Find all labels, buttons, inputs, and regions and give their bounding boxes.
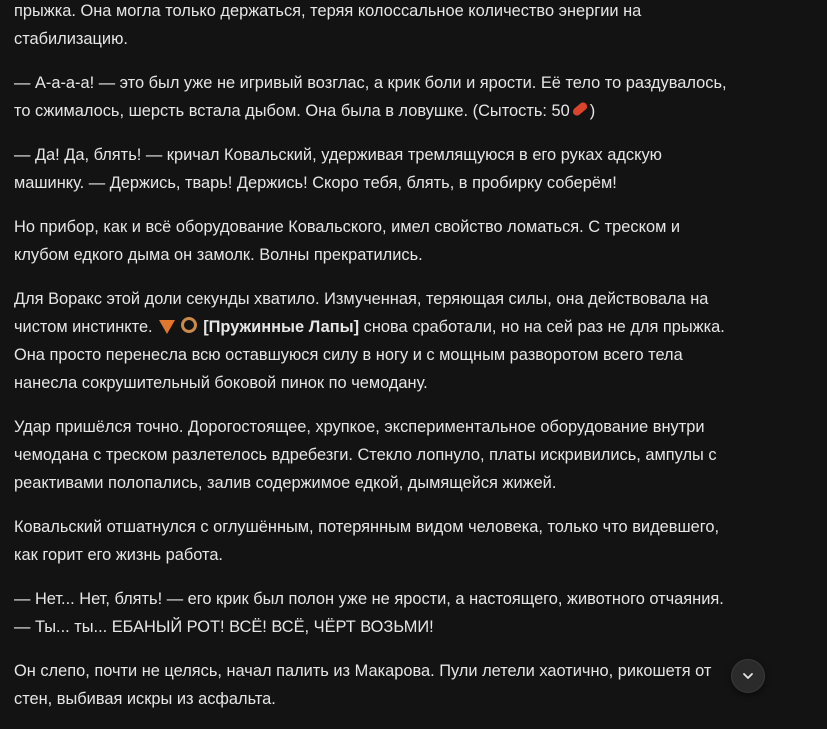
text-line: — А-а-а-а! — это был уже не игривый возглас, а крик боли и ярости. Её тело то раздувалось, <box>14 74 727 92</box>
text-line <box>14 313 814 341</box>
text-line: Она просто перенесла всю оставшуюся силу в ногу и с мощным разворотом всего тела <box>14 346 683 364</box>
message-paragraph <box>14 141 814 197</box>
message-paragraph <box>14 0 814 53</box>
sausage-icon <box>571 101 588 117</box>
text-line: реактивами полопались, залив содержимое едкой, дымящейся жижей. <box>14 474 557 492</box>
message-paragraph <box>14 585 814 641</box>
text-line: Но прибор, как и всё оборудование Ковальского, имел свойство ломаться. С треском и <box>14 218 681 236</box>
text-line: стен, выбивая искры из асфальта. <box>14 690 276 708</box>
message-paragraph <box>14 213 814 269</box>
message-paragraph <box>14 657 814 713</box>
text-line: чемодана с треском разлетелось вдребезги. Стекло лопнуло, платы искривились, ампулы с <box>14 446 717 464</box>
text-span: то сжималось, шерсть встала дыбом. Она была в ловушке. (Сытость: 50 <box>14 102 570 120</box>
text-line: — Ты... ты... ЕБАНЫЙ РОТ! ВСЁ! ВСЁ, ЧЁРТ ВОЗЬМИ! <box>14 618 434 636</box>
text-line: — Да! Да, блять! — кричал Ковальский, удерживая тремлящуюся в его руках адскую <box>14 146 662 164</box>
text-line: Ковальский отшатнулся с оглушённым, потерянным видом человека, только что видевшего, <box>14 518 720 536</box>
text-span: чистом инстинкте. <box>14 318 153 336</box>
message-paragraph <box>14 413 814 497</box>
text-line: Удар пришёлся точно. Дорогостоящее, хрупкое, экспериментальное оборудование внутри <box>14 418 705 436</box>
message-paragraph <box>14 69 814 125</box>
message-paragraph <box>14 285 814 397</box>
text-line: прыжка. Она могла только держаться, теряя колоссальное количество энергии на <box>14 2 642 20</box>
chevron-down-icon <box>741 669 755 683</box>
text-line: как горит его жизнь работа. <box>14 546 223 564</box>
text-line: Он слепо, почти не целясь, начал палить из Макарова. Пули летели хаотично, рикошетя от <box>14 662 712 680</box>
text-line: машинку. — Держись, тварь! Держись! Скоро тебя, блять, в пробирку соберём! <box>14 174 617 192</box>
text-line: клубом едкого дыма он замолк. Волны прекратились. <box>14 246 423 264</box>
text-span: снова сработали, но на сей раз не для прыжка. <box>359 318 725 336</box>
ability-name: [Пружинные Лапы] <box>203 318 360 336</box>
text-line: — Нет... Нет, блять! — его крик был полон уже не ярости, а настоящего, животного отчаяния. <box>14 590 724 608</box>
chat-message-content <box>14 0 814 729</box>
donut-icon <box>181 317 197 333</box>
text-span: ) <box>589 102 596 120</box>
text-line: Для Воракс этой доли секунды хватило. Измученная, теряющая силы, она действовала на <box>14 290 709 308</box>
text-line <box>14 97 814 125</box>
text-line: нанесла сокрушительный боковой пинок по чемодану. <box>14 374 428 392</box>
fox-icon <box>159 320 175 334</box>
text-line: стабилизацию. <box>14 30 128 48</box>
scroll-to-bottom-button[interactable] <box>731 659 765 693</box>
message-paragraph <box>14 513 814 569</box>
